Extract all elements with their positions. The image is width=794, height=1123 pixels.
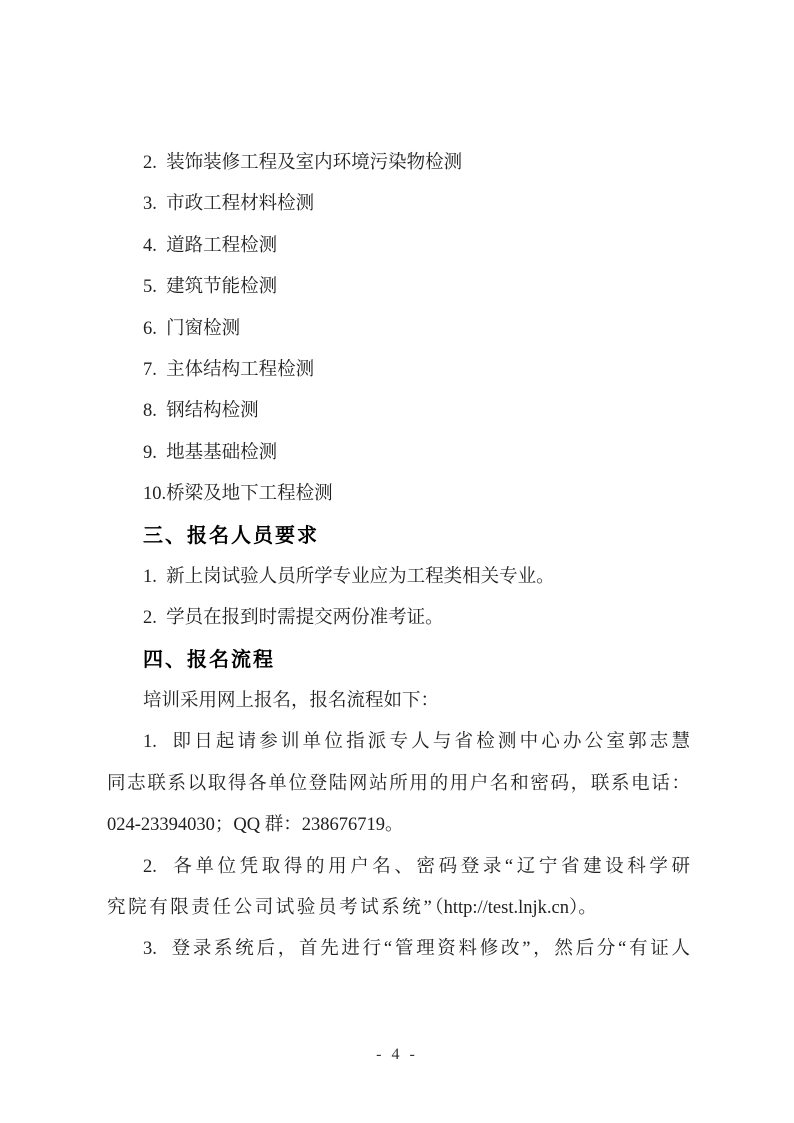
text-line: 2. 装饰装修工程及室内环境污染物检测 [143, 153, 463, 173]
text-line: 6. 门窗检测 [143, 318, 241, 339]
document-body [107, 143, 690, 971]
section-heading: 四、报名流程 [143, 648, 275, 671]
text-line: 024-23394030；QQ 群：238676719。 [107, 815, 404, 836]
text-line: 10.桥梁及地下工程检测 [143, 484, 333, 505]
text-line: 8. 钢结构检测 [143, 401, 259, 422]
text-segment: （http://test.lnjk.cn）。 [434, 898, 597, 919]
text-line: 5. 建筑节能检测 [143, 277, 278, 298]
text-line: 4. 道路工程检测 [143, 235, 278, 256]
text-line [107, 888, 690, 929]
text-segment: 究院有限责任公司试验员考试系统” [107, 898, 435, 919]
text-line: 2. 学员在报到时需提交两份准考证。 [143, 608, 444, 629]
section-heading: 三、报名人员要求 [143, 524, 319, 547]
text-line: 同志联系以取得各单位登陆网站所用的用户名和密码，联系电话： [107, 773, 690, 794]
text-line: 1. 新上岗试验人员所学专业应为工程类相关专业。 [143, 566, 555, 587]
text-line: 3. 登录系统后，首先进行“管理资料修改”，然后分“有证人 [143, 939, 690, 960]
text-line: 9. 地基基础检测 [143, 442, 278, 463]
page-number: - 4 - [376, 1046, 418, 1063]
text-line: 2. 各单位凭取得的用户名、密码登录“辽宁省建设科学研 [143, 856, 690, 877]
text-line: 1. 即日起请参训单位指派专人与省检测中心办公室郭志慧 [143, 732, 690, 753]
text-line: 7. 主体结构工程检测 [143, 359, 315, 380]
text-line: 培训采用网上报名，报名流程如下： [143, 691, 440, 712]
text-line: 3. 市政工程材料检测 [143, 194, 315, 215]
